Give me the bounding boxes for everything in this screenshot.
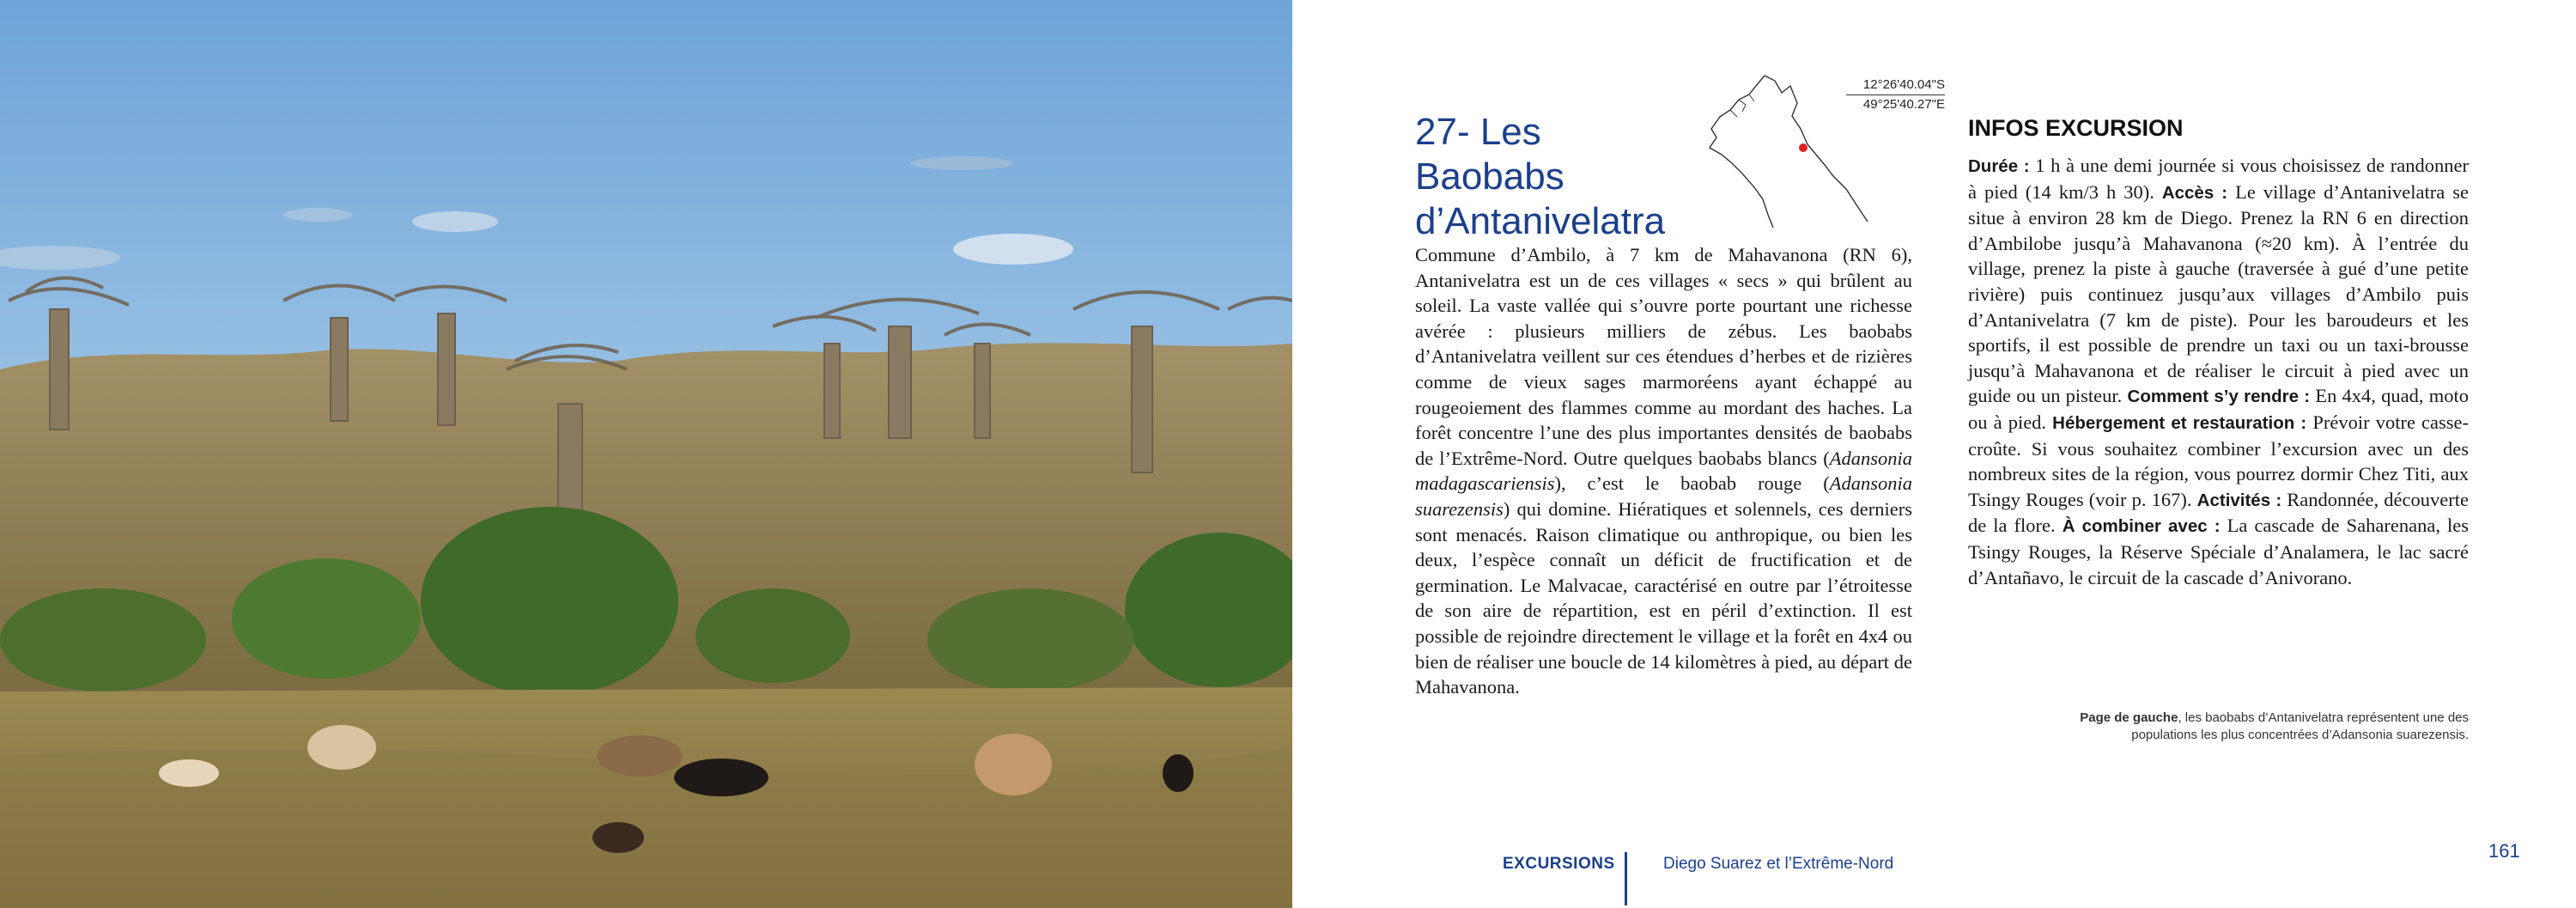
info-key-acces: Accès : — [2161, 182, 2228, 203]
title-line-2: d’Antanivelatra — [1415, 200, 1666, 242]
text-page — [1292, 0, 2576, 908]
species-name-1: Adansonia madagascariensis — [1415, 447, 1912, 495]
page-number: 161 — [2488, 840, 2520, 862]
infos-paragraph — [1968, 153, 2469, 590]
info-key-comment: Comment s’y rendre : — [2127, 387, 2311, 407]
coordinates — [1846, 76, 1945, 113]
longitude: 49°25'40.27"E — [1862, 97, 1945, 112]
title-line-1: 27- Les Baobabs — [1415, 111, 1564, 198]
body-paragraph — [1415, 242, 1912, 700]
info-value-combiner: La cascade de Saharenana, les Tsingy Rouges, la Réserve Spéciale d’Analamera, le lac sacré d’Antañavo, le circuit de la cascade d’Anivorano. — [1968, 515, 2470, 588]
footer-chapter: Diego Suarez et l’Extrême-Nord — [1663, 855, 1894, 873]
latitude: 12°26'40.04"S — [1846, 76, 1945, 95]
location-marker-icon — [1799, 143, 1807, 152]
info-key-activites: Activités : — [2196, 490, 2282, 510]
info-key-duree: Durée : — [1968, 156, 2030, 176]
info-value-comment: En 4x4, quad, moto ou à pied. — [1968, 385, 2469, 433]
body-text-1: Commune d’Ambilo, à 7 km de Mahavanona (RN 6), Antanivelatra est un de ces villages « secs » qui brûlent au soleil. La vaste vallée qui s’ouvre porte pourtant une richesse avérée : plusieurs milliers de zébus. Les baobabs d’Antanivelatra veillent sur ces étendues d’herbes et de rizières comme de vieux sages marmoréens ayant échappé au rougeoiement des flammes comme au mordant des haches. La forêt concentre l’une des plus importantes densités de baobabs de l’Extrême-Nord. Outre quelques baobabs blancs ( — [1415, 244, 1912, 469]
info-key-combiner: À combiner avec : — [2062, 516, 2221, 537]
page-title — [1415, 110, 1698, 244]
footer-section: EXCURSIONS — [1503, 855, 1615, 873]
info-value-hebergement: Prévoir votre casse-croûte. Si vous souhaitez combiner l’excursion avec un des nombreux sites de la région, vous pourrez dormir Chez Titi, aux Tsingy Rouges (voir p. 167). — [1968, 411, 2469, 510]
body-text-3: ) qui domine. Hiératiques et solennels, ces derniers sont menacés. Raison climatique ou anthropique, ou bien les deux, l’espèce connaît un déficit de fructification et de germination. Le Malvacae, caractérisé en outre par l’étroitesse de son aire de répartition, est en péril d’extinction. Il est possible de rejoindre directement le village et la forêt en 4x4 ou bien de réaliser une boucle de 14 kilomètres à pied, au départ de Mahavanona. — [1415, 497, 1912, 698]
body-text-2: ), c’est le baobab rouge ( — [1554, 472, 1830, 495]
info-key-hebergement: Hébergement et restauration : — [2052, 412, 2307, 433]
info-value-acces: Le village d’Antanivelatra se situe à environ 28 km de Diego. Prenez la RN 6 en direction d’Ambilobe jusqu’à Mahavanona (≈20 km). À l’entrée du village, prenez la piste à gauche (traversée à gué d’une petite rivière) puis continuez jusqu’aux villages d’Ambilo puis d’Antanivelatra (7 km de piste). Pour les baroudeurs et les sportifs, il est possible de prendre un taxi ou un taxi-brousse jusqu’à Mahavanona et de réaliser le circuit à pied avec un guide ou un pisteur. — [1968, 180, 2469, 407]
caption-text: , les baobabs d’Antanivelatra représentent une des populations les plus concentrées d’Adansonia suarezensis. — [2131, 710, 2469, 742]
info-value-activites: Randonnée, découverte de la flore. — [1968, 488, 2469, 537]
species-name-2: Adansonia suarezensis — [1415, 472, 1912, 520]
caption-bold: Page de gauche — [2080, 710, 2178, 725]
infos-heading: INFOS EXCURSION — [1968, 115, 2184, 141]
footer-divider — [1625, 852, 1627, 905]
photo-caption — [2031, 710, 2469, 744]
info-value-duree: 1 h à une demi journée si vous choisissez de randonner à pied (14 km/3 h 30). — [1968, 155, 2469, 203]
